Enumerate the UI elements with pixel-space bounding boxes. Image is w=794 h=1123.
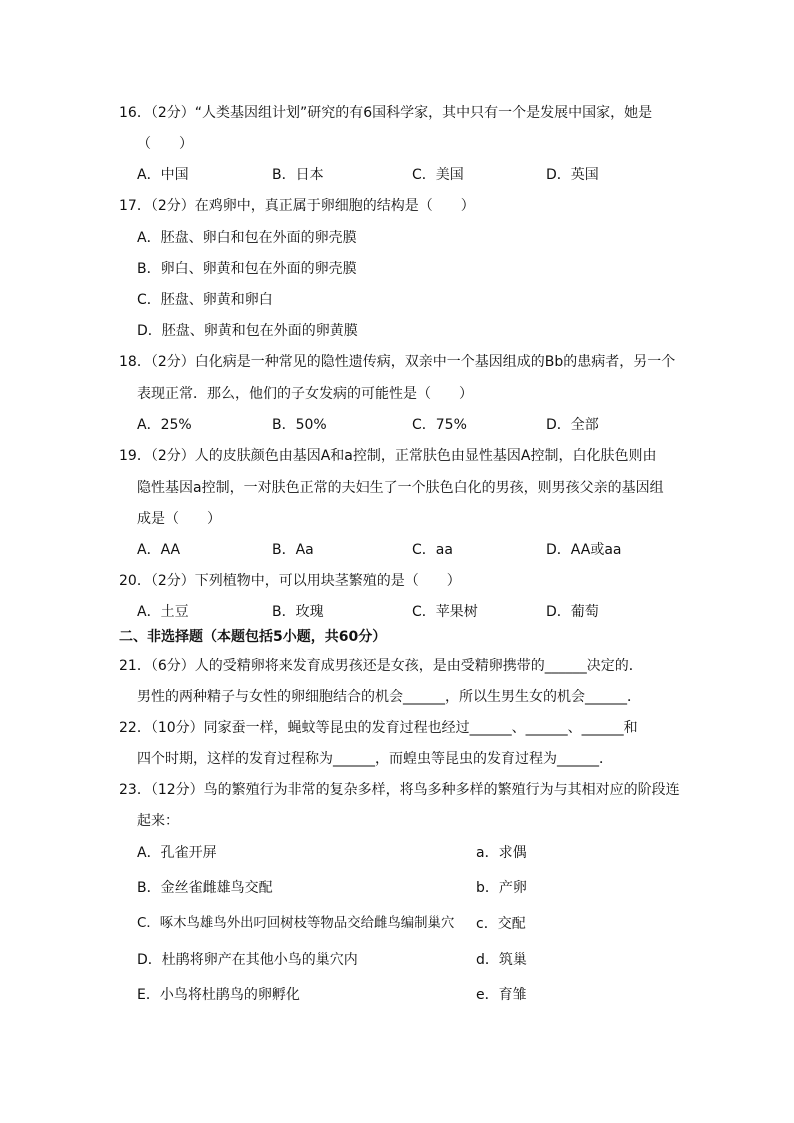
q23-right-item-a: a．求偶 [476,845,527,861]
q19-option-c: C．aa [412,542,453,558]
q19-option-b: B．Aa [272,542,314,558]
q23-left-item-b: B．金丝雀雌雄鸟交配 [137,880,273,896]
q19-option-a: A．AA [137,542,181,558]
q23-left-item-e: E．小鸟将杜鹃鸟的卵孵化 [137,987,300,1003]
q20-option-d: D．葡萄 [546,604,599,620]
q21-stem-line1: 21．（6分）人的受精卵将来发育成男孩还是女孩，是由受精卵携带的______决定的． [119,658,643,674]
q17-option-c: C．胚盘、卵黄和卵白 [137,292,273,308]
q21-stem-line2: 男性的两种精子与女性的卵细胞结合的机会______，所以生男生女的机会______． [137,689,641,705]
q16-stem-line1: 16．（2分）“人类基因组计划”研究的有6国科学家，其中只有一个是发展中国家，她是 [119,105,653,121]
q17-option-b: B．卵白、卵黄和包在外面的卵壳膜 [137,261,357,277]
q19-stem-line3: 成是（ ） [137,511,221,527]
q17-option-a: A．胚盘、卵白和包在外面的卵壳膜 [137,230,357,246]
q18-option-d: D．全部 [546,417,599,433]
q18-option-a: A．25% [137,417,192,433]
q23-left-item-d: D．杜鹃将卵产在其他小鸟的巢穴内 [137,952,358,968]
q23-right-item-d: d．筑巢 [476,952,527,968]
q16-option-d: D．英国 [546,167,599,183]
q23-stem-line1: 23．（12分）鸟的繁殖行为非常的复杂多样，将鸟多种多样的繁殖行为与其相对应的阶段连 [119,782,680,798]
q16-option-a: A．中国 [137,167,189,183]
q23-right-item-c: c．交配 [476,916,526,932]
q18-stem-line1: 18．（2分）白化病是一种常见的隐性遗传病，双亲中一个基因组成的Bb的患病者，另一个 [119,354,676,370]
q17-option-d: D．胚盘、卵黄和包在外面的卵黄膜 [137,323,358,339]
q23-right-item-b: b．产卵 [476,880,527,896]
q20-stem: 20．（2分）下列植物中，可以用块茎繁殖的是（ ） [119,573,461,589]
q17-stem: 17．（2分）在鸡卵中，真正属于卵细胞的结构是（ ） [119,198,475,214]
q19-option-d: D．AA或aa [546,542,622,558]
q22-stem-line1: 22．（10分）同家蚕一样，蝇蚊等昆虫的发育过程也经过______、______、______和 [119,720,638,736]
q20-option-c: C．苹果树 [412,604,478,620]
q20-option-a: A．土豆 [137,604,189,620]
q23-left-item-a: A．孔雀开屏 [137,845,217,861]
q16-option-c: C．美国 [412,167,464,183]
q20-option-b: B．玫瑰 [272,604,324,620]
q18-option-b: B．50% [272,417,327,433]
q18-option-c: C．75% [412,417,467,433]
q19-stem-line1: 19．（2分）人的皮肤颜色由基因A和a控制，正常肤色由显性基因A控制，白化肤色则由 [119,448,657,464]
q19-stem-line2: 隐性基因a控制，一对肤色正常的夫妇生了一个肤色白化的男孩，则男孩父亲的基因组 [137,480,664,496]
q23-left-item-c: C．啄木鸟雄鸟外出叼回树枝等物品交给雌鸟编制巢穴 [137,916,455,931]
q16-stem-line2: （ ） [137,136,193,152]
q18-stem-line2: 表现正常．那么，他们的子女发病的可能性是（ ） [137,386,473,402]
q23-right-item-e: e．育雏 [476,987,527,1003]
q23-stem-line2: 起来： [137,813,179,829]
section-heading: 二、非选择题（本题包括5小题，共60分） [119,629,387,645]
q22-stem-line2: 四个时期，这样的发育过程称为______，而蝗虫等昆虫的发育过程为______． [137,751,613,767]
q16-option-b: B．日本 [272,167,324,183]
